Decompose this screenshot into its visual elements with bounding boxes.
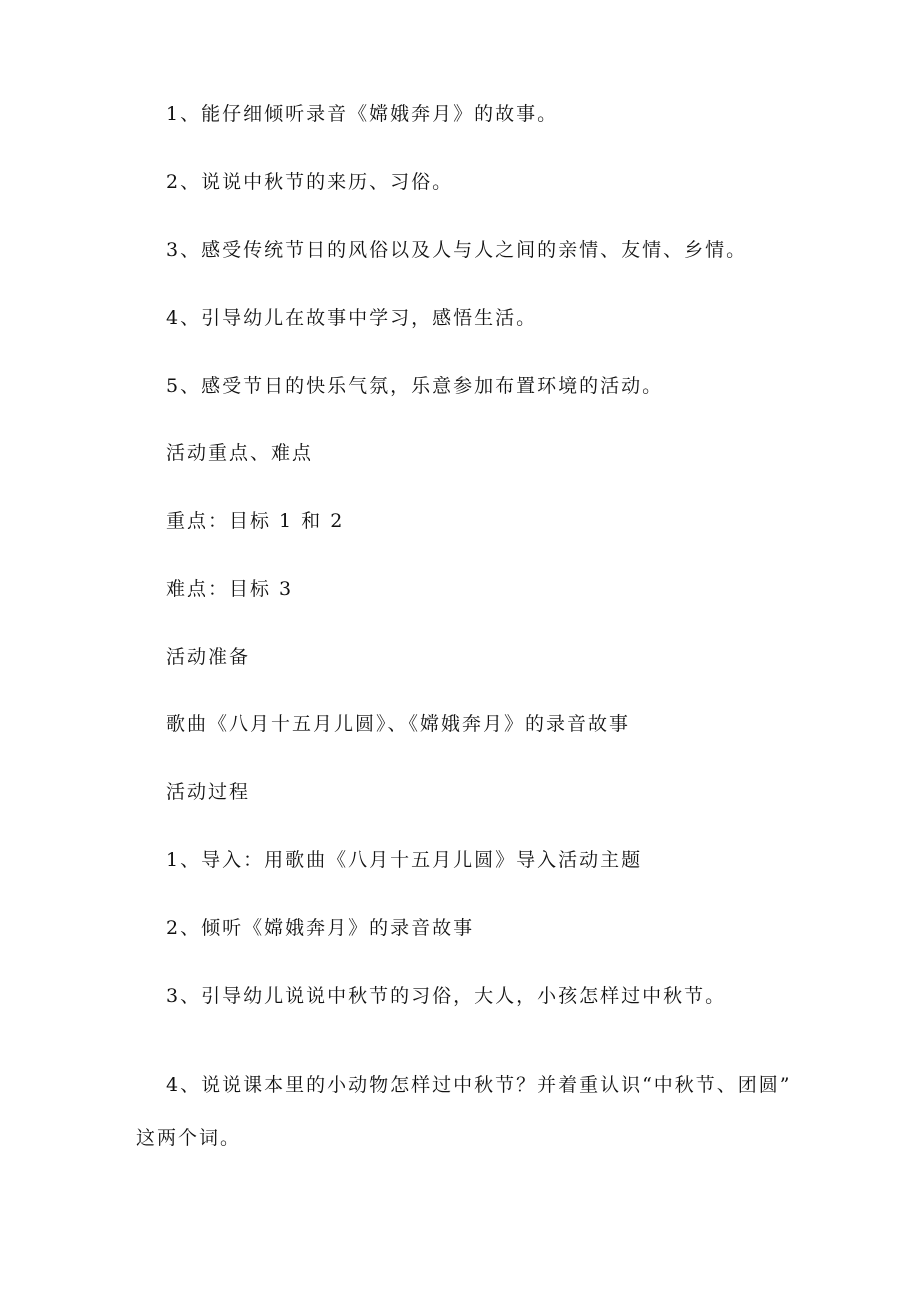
process-step: 2、倾听《嫦娥奔月》的录音故事 bbox=[166, 917, 475, 939]
objective-item: 3、感受传统节日的风俗以及人与人之间的亲情、友情、乡情。 bbox=[166, 239, 748, 261]
process-heading: 活动过程 bbox=[166, 781, 251, 803]
preparation-heading: 活动准备 bbox=[166, 646, 251, 668]
objective-item: 2、说说中秋节的来历、习俗。 bbox=[166, 171, 454, 193]
key-point: 重点：目标 1 和 2 bbox=[166, 510, 345, 532]
difficult-point: 难点：目标 3 bbox=[166, 578, 294, 600]
key-points-heading: 活动重点、难点 bbox=[166, 442, 314, 464]
process-step-4-line1: 4、说说课本里的小动物怎样过中秋节？并着重认识“中秋节、团圆” bbox=[166, 1074, 792, 1096]
process-step-4-line2: 这两个词。 bbox=[136, 1127, 242, 1149]
objective-item: 4、引导幼儿在故事中学习，感悟生活。 bbox=[166, 307, 538, 329]
process-step: 3、引导幼儿说说中秋节的习俗，大人，小孩怎样过中秋节。 bbox=[166, 985, 727, 1007]
preparation-text: 歌曲《八月十五月儿圆》、《嫦娥奔月》的录音故事 bbox=[166, 713, 631, 735]
process-step: 1、导入：用歌曲《八月十五月儿圆》导入活动主题 bbox=[166, 849, 643, 871]
process-step-4 bbox=[136, 1073, 796, 1150]
objective-item: 5、感受节日的快乐气氛，乐意参加布置环境的活动。 bbox=[166, 375, 664, 397]
objective-item: 1、能仔细倾听录音《嫦娥奔月》的故事。 bbox=[166, 103, 559, 125]
